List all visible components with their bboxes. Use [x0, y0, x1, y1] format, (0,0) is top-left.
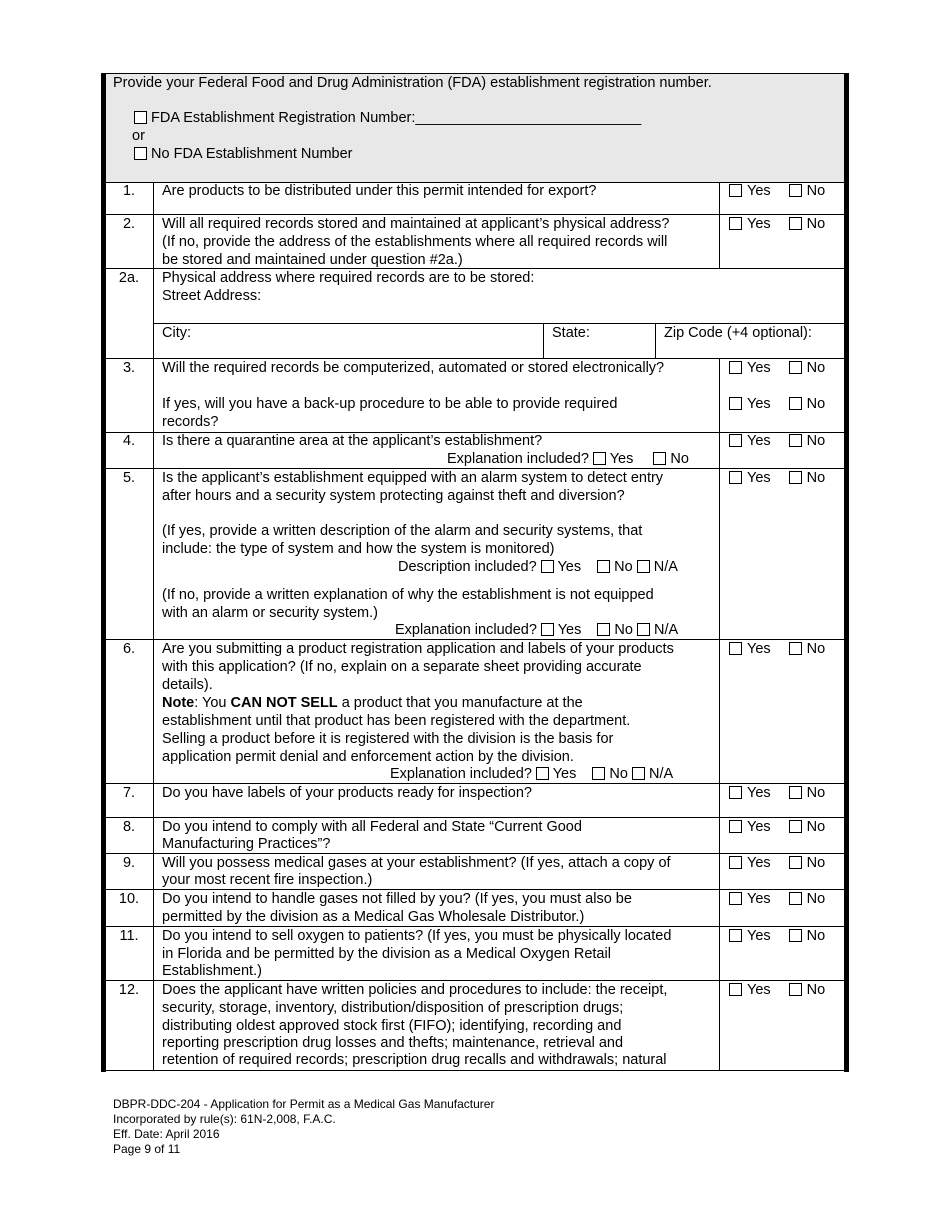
yes-label: Yes: [747, 982, 771, 998]
yes-label: Yes: [747, 785, 771, 801]
yes-label: Yes: [747, 183, 771, 199]
q6-line: with this application? (If no, explain on a separate sheet providing accurate: [162, 659, 642, 675]
q5-no-checkbox[interactable]: [789, 471, 802, 484]
description-label: Description included?: [398, 559, 537, 575]
q9-answer: [729, 855, 825, 873]
q11-answer: [729, 928, 825, 946]
yes-label: Yes: [747, 470, 771, 486]
q6-yes-checkbox[interactable]: [729, 642, 742, 655]
q5-desc-yes-checkbox[interactable]: [541, 560, 554, 573]
no-label: No: [614, 622, 633, 638]
fda-registration-option: [134, 110, 641, 128]
q8-answer: [729, 819, 825, 837]
q5-line: after hours and a security system protecting against theft and diversion?: [162, 488, 625, 504]
rule: [106, 817, 844, 818]
q3-sub-no-checkbox[interactable]: [789, 397, 802, 410]
yes-label: Yes: [747, 819, 771, 835]
no-fda-checkbox[interactable]: [134, 147, 147, 160]
yes-label: Yes: [557, 559, 582, 575]
q6-note: [162, 695, 583, 713]
q8-no-checkbox[interactable]: [789, 820, 802, 833]
na-label: N/A: [653, 559, 678, 575]
q11-number: 11.: [119, 928, 139, 944]
no-label: No: [806, 855, 826, 871]
note-emphasis: CAN NOT SELL: [230, 695, 338, 711]
form-footer: [113, 1097, 494, 1157]
yes-label: Yes: [557, 622, 582, 638]
q4-expl-no-checkbox[interactable]: [653, 452, 666, 465]
no-label: No: [806, 183, 826, 199]
q8-line: Manufacturing Practices”?: [162, 836, 331, 852]
no-label: No: [609, 766, 628, 782]
no-label: No: [806, 216, 826, 232]
yes-label: Yes: [552, 766, 577, 782]
q3-sub-answer: [729, 396, 825, 414]
q6-number: 6.: [122, 641, 136, 657]
state-field[interactable]: State:: [552, 325, 590, 341]
q3-sub-line: If yes, will you have a back-up procedure to be able to provide required: [162, 396, 618, 412]
rule: [106, 73, 844, 74]
rule: [106, 214, 844, 215]
q8-yes-checkbox[interactable]: [729, 820, 742, 833]
q5-yes-checkbox[interactable]: [729, 471, 742, 484]
q4-number: 4.: [122, 433, 136, 449]
q9-no-checkbox[interactable]: [789, 856, 802, 869]
q1-number: 1.: [122, 183, 136, 199]
fda-registration-label: FDA Establishment Registration Number:____________________________: [151, 110, 642, 126]
q2-yes-checkbox[interactable]: [729, 217, 742, 230]
q10-line: permitted by the division as a Medical Gas Wholesale Distributor.): [162, 909, 585, 925]
q1-yes-checkbox[interactable]: [729, 184, 742, 197]
footer-eff-date: Eff. Date: April 2016: [113, 1127, 220, 1141]
q5-number: 5.: [122, 470, 136, 486]
q5-explanation: [395, 622, 678, 640]
q12-line: distributing oldest approved stock first (FIFO); identifying, recording and: [162, 1018, 622, 1034]
q4-no-checkbox[interactable]: [789, 434, 802, 447]
q5-expl-no-checkbox[interactable]: [597, 623, 610, 636]
q7-text: Do you have labels of your products ready for inspection?: [162, 785, 532, 801]
yes-label: Yes: [747, 641, 771, 657]
q5-no-line: with an alarm or security system.): [162, 605, 378, 621]
fda-registration-checkbox[interactable]: [134, 111, 147, 124]
footer-rule: Incorporated by rule(s): 61N-2,008, F.A.C.: [113, 1112, 336, 1126]
q6-line: details).: [162, 677, 213, 693]
rule: [154, 323, 844, 324]
q12-no-checkbox[interactable]: [789, 983, 802, 996]
yes-label: Yes: [747, 433, 771, 449]
q7-yes-checkbox[interactable]: [729, 786, 742, 799]
no-fda-option: [134, 146, 353, 164]
q12-line: reporting prescription drug losses and thefts; maintenance, retrieval and: [162, 1035, 624, 1051]
q3-no-checkbox[interactable]: [789, 361, 802, 374]
q2-line: (If no, provide the address of the establishments where all required records will: [162, 234, 668, 250]
rule: [719, 358, 720, 1070]
q1-text: Are products to be distributed under this permit intended for export?: [162, 183, 597, 199]
q6-expl-no-checkbox[interactable]: [592, 767, 605, 780]
q12-number: 12.: [118, 982, 140, 998]
q11-no-checkbox[interactable]: [789, 929, 802, 942]
q10-no-checkbox[interactable]: [789, 892, 802, 905]
q6-note-line: Selling a product before it is registered with the division is the basis for: [162, 731, 614, 747]
q3-yes-checkbox[interactable]: [729, 361, 742, 374]
q6-note-line: application permit denial and enforcement action by the division.: [162, 749, 574, 765]
q11-line: in Florida and be permitted by the division as a Medical Oxygen Retail: [162, 946, 611, 962]
q5-description: [398, 559, 678, 577]
q4-yes-checkbox[interactable]: [729, 434, 742, 447]
q5-yes-line: (If yes, provide a written description of the alarm and security systems, that: [162, 523, 643, 539]
rule: [106, 358, 844, 359]
no-label: No: [806, 785, 826, 801]
rule: [655, 323, 656, 358]
q5-answer: [729, 470, 825, 488]
no-label: No: [806, 928, 826, 944]
q6-note-line: establishment until that product has been registered with the department.: [162, 713, 631, 729]
footer-page-number: Page 9 of 11: [113, 1142, 181, 1156]
street-address-field[interactable]: Street Address:: [162, 288, 262, 304]
q8-number: 8.: [122, 819, 136, 835]
no-label: No: [806, 360, 826, 376]
no-label: No: [670, 451, 689, 467]
q12-line: security, storage, inventory, distribution/disposition of prescription drugs;: [162, 1000, 624, 1016]
q4-answer: [729, 433, 825, 451]
q6-explanation: [390, 766, 673, 784]
yes-label: Yes: [747, 928, 771, 944]
no-label: No: [806, 982, 826, 998]
q3-sub-line: records?: [162, 414, 219, 430]
no-label: No: [806, 470, 826, 486]
q2a-line: Physical address where required records are to be stored:: [162, 270, 535, 286]
q3-answer: [729, 360, 825, 378]
no-label: No: [806, 641, 826, 657]
yes-label: Yes: [747, 396, 771, 412]
q9-line: Will you possess medical gases at your establishment? (If yes, attach a copy of: [162, 855, 671, 871]
note-text: : You: [194, 695, 231, 711]
q7-no-checkbox[interactable]: [789, 786, 802, 799]
no-label: No: [806, 396, 826, 412]
zip-code-field[interactable]: Zip Code (+4 optional):: [664, 325, 812, 341]
note-text: a product that you manufacture at the: [337, 695, 583, 711]
yes-label: Yes: [747, 360, 771, 376]
q9-yes-checkbox[interactable]: [729, 856, 742, 869]
explanation-label: Explanation included?: [447, 451, 589, 467]
q6-answer: [729, 641, 825, 659]
q7-answer: [729, 785, 825, 803]
no-label: No: [806, 819, 826, 835]
explanation-label: Explanation included?: [395, 622, 537, 638]
yes-label: Yes: [747, 216, 771, 232]
q12-line: retention of required records; prescription drug recalls and withdrawals; natural: [162, 1052, 667, 1068]
q10-line: Do you intend to handle gases not filled by you? (If yes, you must also be: [162, 891, 632, 907]
q1-answer: [729, 183, 825, 201]
q12-yes-checkbox[interactable]: [729, 983, 742, 996]
q7-number: 7.: [122, 785, 136, 801]
rule: [543, 323, 544, 358]
na-label: N/A: [649, 766, 674, 782]
or-label: or: [132, 128, 145, 144]
q5-desc-no-checkbox[interactable]: [597, 560, 610, 573]
q5-expl-na-checkbox[interactable]: [637, 623, 650, 636]
q1-no-checkbox[interactable]: [789, 184, 802, 197]
q5-desc-na-checkbox[interactable]: [637, 560, 650, 573]
q12-answer: [729, 982, 825, 1000]
q4-explanation: [447, 451, 689, 469]
q2-answer: [729, 216, 825, 234]
q5-expl-yes-checkbox[interactable]: [541, 623, 554, 636]
q12-line: Does the applicant have written policies and procedures to include: the receipt,: [162, 982, 668, 998]
q2-line: be stored and maintained under question #2a.): [162, 252, 463, 268]
yes-label: Yes: [747, 891, 771, 907]
q3-text: Will the required records be computerized, automated or stored electronically?: [162, 360, 665, 376]
q5-line: Is the applicant’s establishment equipped with an alarm system to detect entry: [162, 470, 664, 486]
q6-line: Are you submitting a product registration application and labels of your products: [162, 641, 674, 657]
no-fda-label: No FDA Establishment Number: [151, 146, 353, 162]
q8-line: Do you intend to comply with all Federal and State “Current Good: [162, 819, 582, 835]
q3-number: 3.: [122, 360, 136, 376]
q11-line: Do you intend to sell oxygen to patients? (If yes, you must be physically located: [162, 928, 672, 944]
no-label: No: [806, 891, 826, 907]
rule: [153, 182, 154, 1070]
rule: [106, 1070, 844, 1071]
q6-expl-yes-checkbox[interactable]: [536, 767, 549, 780]
city-field[interactable]: City:: [162, 325, 191, 341]
footer-form-id: DBPR-DDC-204 - Application for Permit as a Medical Gas Manufacturer: [113, 1097, 495, 1111]
q2-line: Will all required records stored and maintained at applicant’s physical address?: [162, 216, 670, 232]
q3-sub-yes-checkbox[interactable]: [729, 397, 742, 410]
q2-no-checkbox[interactable]: [789, 217, 802, 230]
q10-number: 10.: [118, 891, 140, 907]
q6-expl-na-checkbox[interactable]: [632, 767, 645, 780]
explanation-label: Explanation included?: [390, 766, 532, 782]
q11-yes-checkbox[interactable]: [729, 929, 742, 942]
note-label: Note: [162, 695, 195, 711]
no-label: No: [806, 433, 826, 449]
q2a-number: 2a.: [118, 270, 140, 286]
rule: [719, 182, 720, 268]
q5-yes-line: include: the type of system and how the system is monitored): [162, 541, 555, 557]
no-label: No: [614, 559, 633, 575]
q9-number: 9.: [122, 855, 136, 871]
q5-no-line: (If no, provide a written explanation of why the establishment is not equipped: [162, 587, 654, 603]
fda-prompt: Provide your Federal Food and Drug Administration (FDA) establishment registration number.: [113, 75, 712, 91]
q6-no-checkbox[interactable]: [789, 642, 802, 655]
yes-label: Yes: [747, 855, 771, 871]
q4-text: Is there a quarantine area at the applicant’s establishment?: [162, 433, 543, 449]
q2-number: 2.: [122, 216, 136, 232]
na-label: N/A: [654, 622, 679, 638]
q10-yes-checkbox[interactable]: [729, 892, 742, 905]
q4-expl-yes-checkbox[interactable]: [593, 452, 606, 465]
q11-line: Establishment.): [162, 963, 262, 979]
q9-line: your most recent fire inspection.): [162, 872, 373, 888]
yes-label: Yes: [609, 451, 634, 467]
q10-answer: [729, 891, 825, 909]
